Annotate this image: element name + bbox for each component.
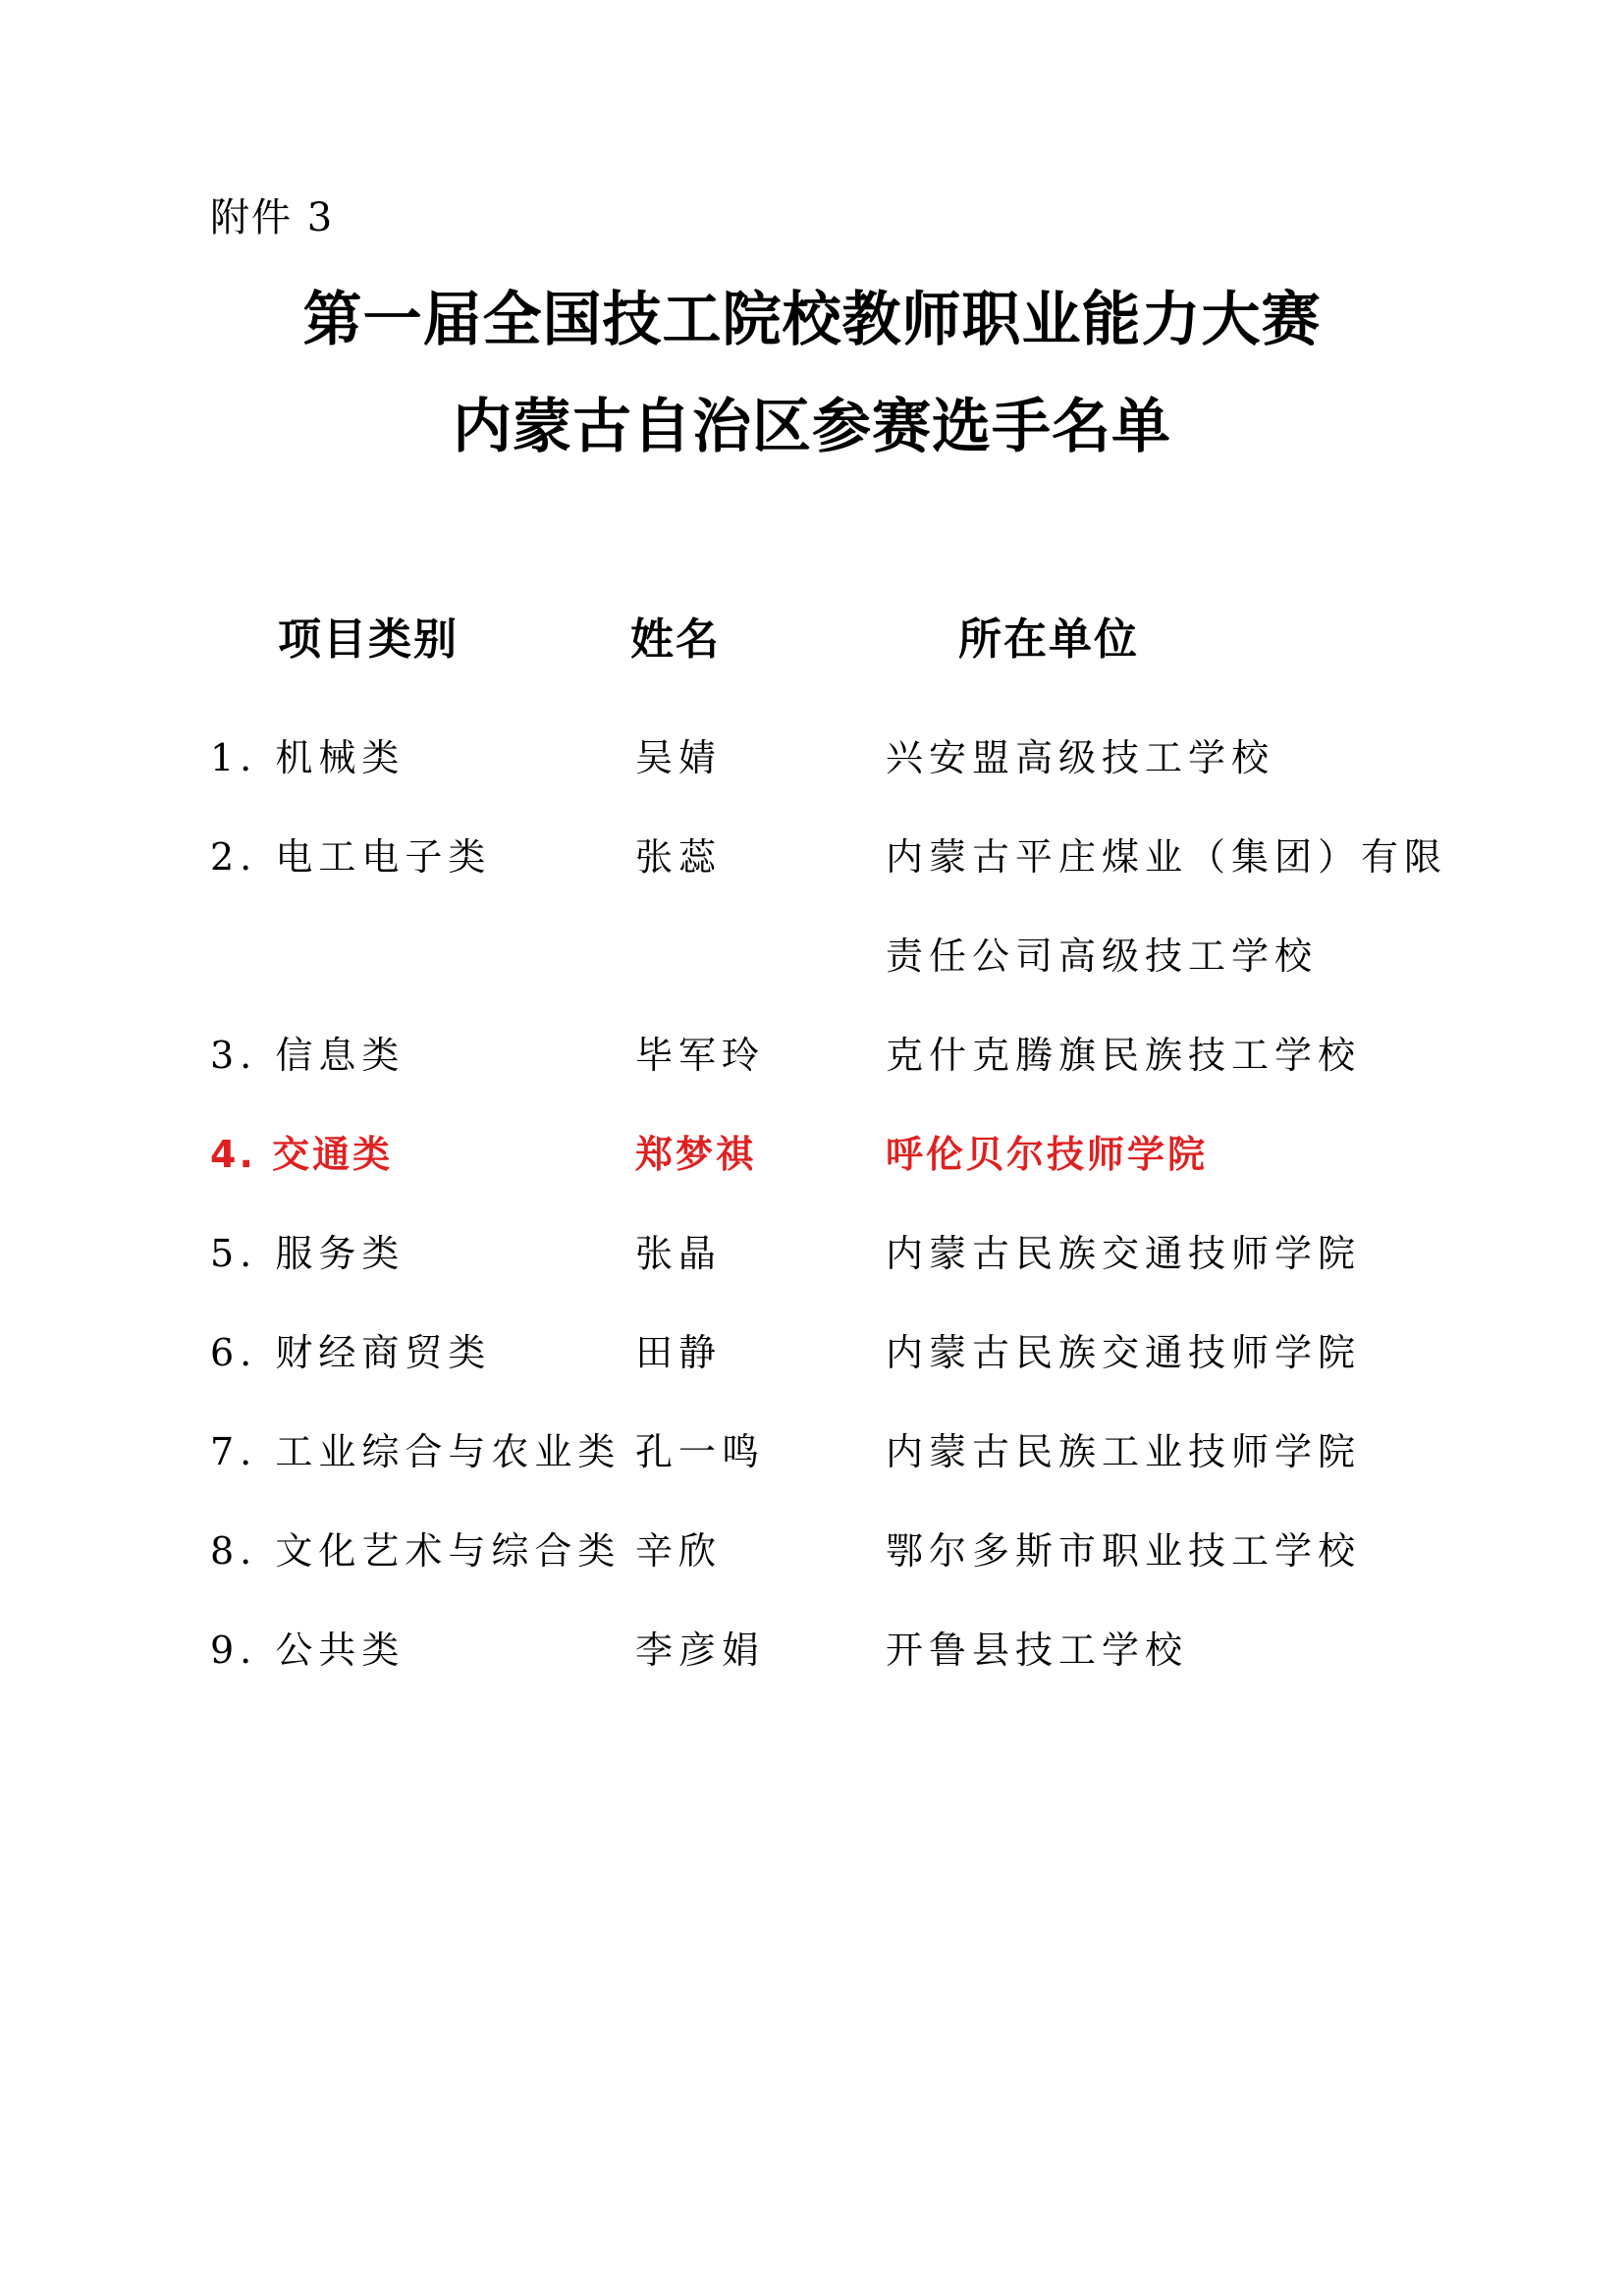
- row-unit-line: 呼伦贝尔技师学院: [886, 1133, 1209, 1176]
- row-name: 毕军玲: [635, 1034, 766, 1077]
- row-unit: [886, 1525, 1361, 1625]
- row-category: 4. 交通类: [210, 1133, 394, 1176]
- row-category: 5. 服务类: [210, 1232, 406, 1275]
- header-category: 项目类别: [278, 614, 459, 665]
- row-unit-line: 内蒙古民族交通技师学院: [886, 1331, 1362, 1374]
- row-unit: [886, 1129, 1208, 1228]
- row-unit: [886, 1327, 1361, 1426]
- row-category: 1. 机械类: [210, 736, 406, 779]
- row-unit: [886, 1030, 1361, 1129]
- header-name: 姓名: [630, 614, 721, 665]
- row-name: 吴婧: [635, 736, 723, 779]
- row-name: 孔一鸣: [635, 1430, 766, 1473]
- row-name: 李彦娟: [635, 1629, 766, 1672]
- row-unit: [886, 1625, 1188, 1724]
- row-category: 9. 公共类: [210, 1629, 406, 1672]
- document-title-line-2: 内蒙古自治区参赛选手名单: [453, 393, 1171, 461]
- row-category: 7. 工业综合与农业类: [210, 1430, 622, 1473]
- row-unit-line: 克什克腾旗民族技工学校: [886, 1034, 1362, 1077]
- row-unit-line: 内蒙古民族交通技师学院: [886, 1232, 1362, 1275]
- row-category: 6. 财经商贸类: [210, 1331, 492, 1374]
- row-unit-line: 兴安盟高级技工学校: [886, 736, 1275, 779]
- row-unit: [886, 831, 1447, 1030]
- row-unit-line: 鄂尔多斯市职业技工学校: [886, 1529, 1362, 1573]
- row-category: 8. 文化艺术与综合类: [210, 1529, 622, 1573]
- row-unit: [886, 1426, 1361, 1525]
- row-unit-line: 开鲁县技工学校: [886, 1629, 1189, 1672]
- row-unit-line: 责任公司高级技工学校: [886, 934, 1319, 978]
- row-name: 郑梦祺: [635, 1133, 757, 1176]
- row-name: 田静: [635, 1331, 723, 1374]
- row-name: 张蕊: [635, 835, 723, 879]
- row-unit: [886, 1228, 1361, 1327]
- row-category: 3. 信息类: [210, 1034, 406, 1077]
- row-name: 张晶: [635, 1232, 723, 1275]
- header-unit: 所在单位: [958, 614, 1139, 665]
- row-unit: [886, 732, 1274, 831]
- row-category: 2. 电工电子类: [210, 835, 492, 879]
- document-title-line-1: 第一届全国技工院校教师职业能力大赛: [302, 286, 1322, 354]
- row-name: 辛欣: [635, 1529, 723, 1573]
- row-unit-line: 内蒙古平庄煤业（集团）有限: [886, 835, 1448, 879]
- attachment-label: 附件 3: [210, 195, 335, 240]
- row-unit-line: 内蒙古民族工业技师学院: [886, 1430, 1362, 1473]
